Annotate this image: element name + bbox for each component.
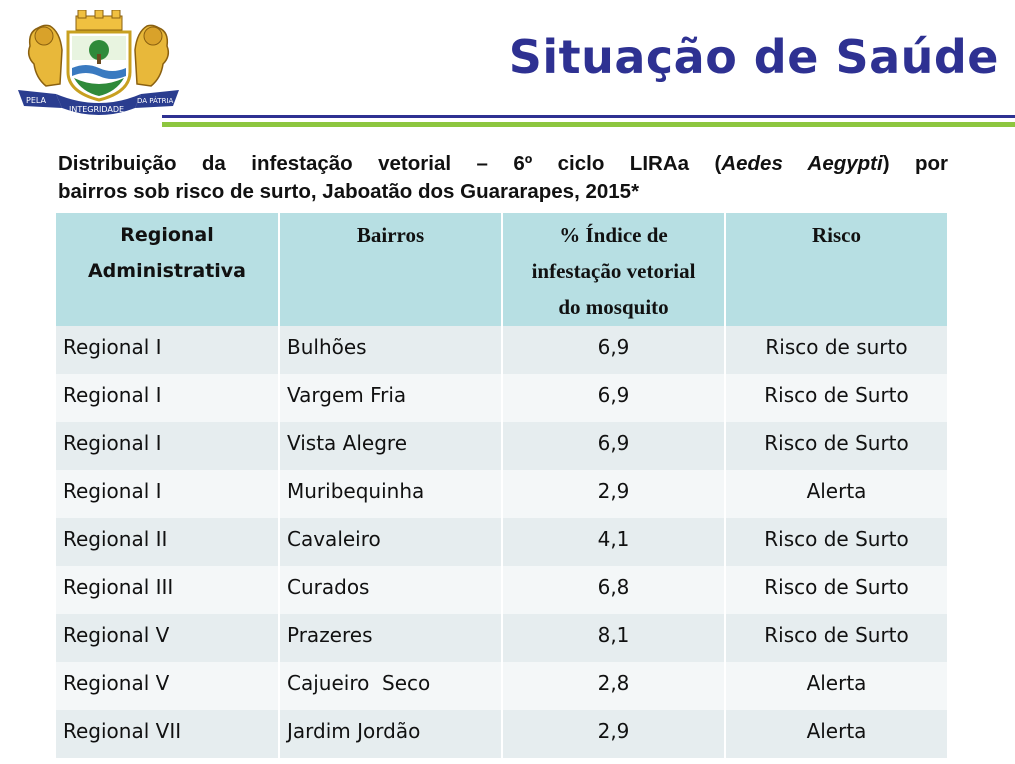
table-body	[56, 326, 947, 758]
cell-risco: Alerta	[725, 710, 947, 758]
cell-regional: Regional II	[56, 518, 279, 566]
cell-regional: Regional V	[56, 662, 279, 710]
caption-species: Aedes Aegypti	[721, 152, 883, 175]
cell-indice: 6,8	[502, 566, 725, 614]
table-row	[56, 326, 947, 374]
table-row	[56, 422, 947, 470]
cell-bairro: Curados	[279, 566, 502, 614]
header-regional	[56, 213, 279, 326]
right-lion-icon	[135, 25, 168, 86]
cell-bairro: Cavaleiro	[279, 518, 502, 566]
left-lion-icon	[29, 25, 62, 86]
cell-regional: Regional III	[56, 566, 279, 614]
cell-indice: 2,8	[502, 662, 725, 710]
cell-indice: 6,9	[502, 422, 725, 470]
cell-regional: Regional I	[56, 470, 279, 518]
cell-bairro: Jardim Jordão	[279, 710, 502, 758]
shield-icon	[68, 32, 130, 100]
cell-indice: 6,9	[502, 326, 725, 374]
cell-regional: Regional I	[56, 326, 279, 374]
cell-regional: Regional I	[56, 374, 279, 422]
header-rule-green	[162, 122, 1015, 127]
cell-indice: 2,9	[502, 710, 725, 758]
cell-indice: 4,1	[502, 518, 725, 566]
header-bairros	[279, 213, 502, 326]
table-row	[56, 710, 947, 758]
cell-regional: Regional V	[56, 614, 279, 662]
cell-risco: Alerta	[725, 470, 947, 518]
cell-indice: 6,9	[502, 374, 725, 422]
ribbon-text-left: PELA	[26, 96, 46, 105]
table-row	[56, 662, 947, 710]
header-line: Regional	[120, 224, 214, 246]
cell-indice: 2,9	[502, 470, 725, 518]
table-row	[56, 518, 947, 566]
cell-bairro: Prazeres	[279, 614, 502, 662]
cell-regional: Regional I	[56, 422, 279, 470]
header-line: Bairros	[356, 223, 425, 247]
table-row	[56, 374, 947, 422]
header-indice	[502, 213, 725, 326]
cell-bairro: Vista Alegre	[279, 422, 502, 470]
ribbon-text-center: INTEGRIDADE	[69, 105, 125, 114]
table-header-row	[56, 213, 947, 326]
cell-bairro: Bulhões	[279, 326, 502, 374]
cell-bairro: Cajueiro Seco	[279, 662, 502, 710]
table-row	[56, 614, 947, 662]
header-line: Administrativa	[87, 260, 247, 282]
cell-risco: Risco de Surto	[725, 518, 947, 566]
caption-text-b: ) por	[882, 152, 948, 175]
table-row	[56, 566, 947, 614]
table-caption	[58, 150, 948, 206]
cell-risco: Alerta	[725, 662, 947, 710]
ribbon-text-right: DA PÁTRIA	[137, 97, 174, 105]
cell-bairro: Vargem Fria	[279, 374, 502, 422]
cell-risco: Risco de Surto	[725, 566, 947, 614]
cell-risco: Risco de surto	[725, 326, 947, 374]
header-line: Risco	[812, 223, 861, 247]
cell-bairro: Muribequinha	[279, 470, 502, 518]
page-title: Situação de Saúde	[508, 30, 999, 84]
header-rule-blue	[162, 115, 1015, 118]
caption-line-2: bairros sob risco de surto, Jaboatão dos Guararapes, 2015*	[58, 180, 640, 203]
coat-of-arms-logo	[16, 10, 181, 120]
header-line: % Índice de	[559, 223, 668, 247]
cell-risco: Risco de Surto	[725, 614, 947, 662]
cell-risco: Risco de Surto	[725, 422, 947, 470]
caption-text-a: Distribuição da infestação vetorial – 6º ciclo LIRAa (	[58, 152, 722, 175]
table-row	[56, 470, 947, 518]
caption-line-1	[58, 150, 948, 178]
header-line: infestação vetorial	[531, 259, 696, 283]
header-risco	[725, 213, 947, 326]
header-line: do mosquito	[558, 295, 669, 319]
cell-regional: Regional VII	[56, 710, 279, 758]
cell-risco: Risco de Surto	[725, 374, 947, 422]
crown-icon	[76, 10, 122, 30]
infestation-table	[56, 213, 947, 758]
cell-indice: 8,1	[502, 614, 725, 662]
